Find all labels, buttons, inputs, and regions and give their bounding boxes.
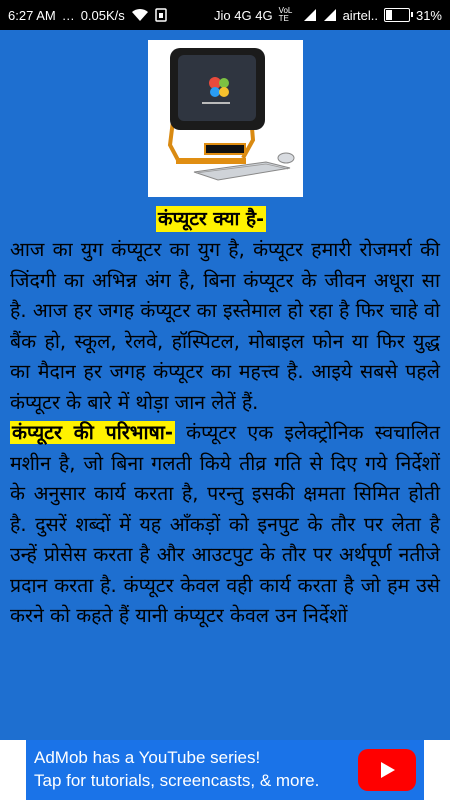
status-right — [214, 0, 442, 30]
status-time: 6:27 AM — [8, 7, 56, 23]
heading-text: कंप्यूटर क्या है- — [158, 208, 264, 230]
carrier-airtel: airtel.. — [342, 7, 378, 23]
sim-icon — [155, 8, 167, 22]
computer-illustration-icon — [148, 40, 303, 197]
network-speed: 0.05K/s — [80, 7, 125, 23]
ad-banner[interactable] — [0, 740, 450, 800]
volte-badge: VoLTE — [278, 6, 293, 23]
definition-text: कंप्यूटर एक इलेक्ट्रोनिक स्वचालित मशीन है, जो बिना गलती किये तीव्र गति से दिए गये निर्देशों के अनुसार कार्य करता है, परन्तु इसकी क्षमता सिमित होती है. दुसरें शब्दों में यह आँकड़ों को इनपुट के तौर पर लेता है उन्हें प्रोसेस करता है और आउटपुट के तौर पर अर्थपूर्ण नतीजे प्रदान करता है. कंप्यूटर केवल वही कार्य करता है जो हम उसे करने को कहते हैं यानी कंप्यूटर केवल उन निर्देशों — [10, 421, 441, 627]
article-body — [10, 235, 440, 632]
ad-inner[interactable] — [26, 740, 424, 800]
paragraph-definition — [10, 418, 440, 632]
youtube-play-icon[interactable] — [358, 749, 416, 791]
ad-subtitle[interactable]: Tap for tutorials, screencasts, & more. — [34, 771, 320, 790]
wifi-icon — [131, 8, 149, 22]
status-left — [8, 0, 167, 30]
signal-icon-2 — [323, 8, 337, 22]
paragraph-intro: आज का युग कंप्यूटर का युग है, कंप्यूटर हमारी रोजमर्रा की जिंदगी का अभिन्न अंग है, बिना कंप्यूटर के जीवन अधूरा सा है. आज हर जगह कंप्यूटर का इस्तेमाल हो रहा है फिर चाहे वो बैंक हो, स्कूल, रेलवे, हॉस्पिटल, मोबाइल फोन या फिर युद्ध का मैदान हर जगह कंप्यूटर का महत्त्व है. आइये सबसे पहले कंप्यूटर के बारे में थोड़ा जान लेतें हैं. — [10, 238, 440, 414]
computer-image — [148, 40, 303, 197]
carrier-jio: Jio 4G 4G — [214, 7, 273, 23]
article-content[interactable] — [0, 30, 450, 740]
overflow-dots-icon: … — [61, 7, 75, 23]
battery-percent: 31% — [415, 7, 442, 23]
battery-icon — [384, 8, 410, 22]
ad-title[interactable]: AdMob has a YouTube series! — [34, 748, 261, 767]
status-bar — [0, 0, 450, 30]
signal-icon — [303, 8, 317, 22]
definition-label: कंप्यूटर की परिभाषा- — [12, 421, 173, 444]
heading-what-is-computer — [156, 202, 266, 236]
